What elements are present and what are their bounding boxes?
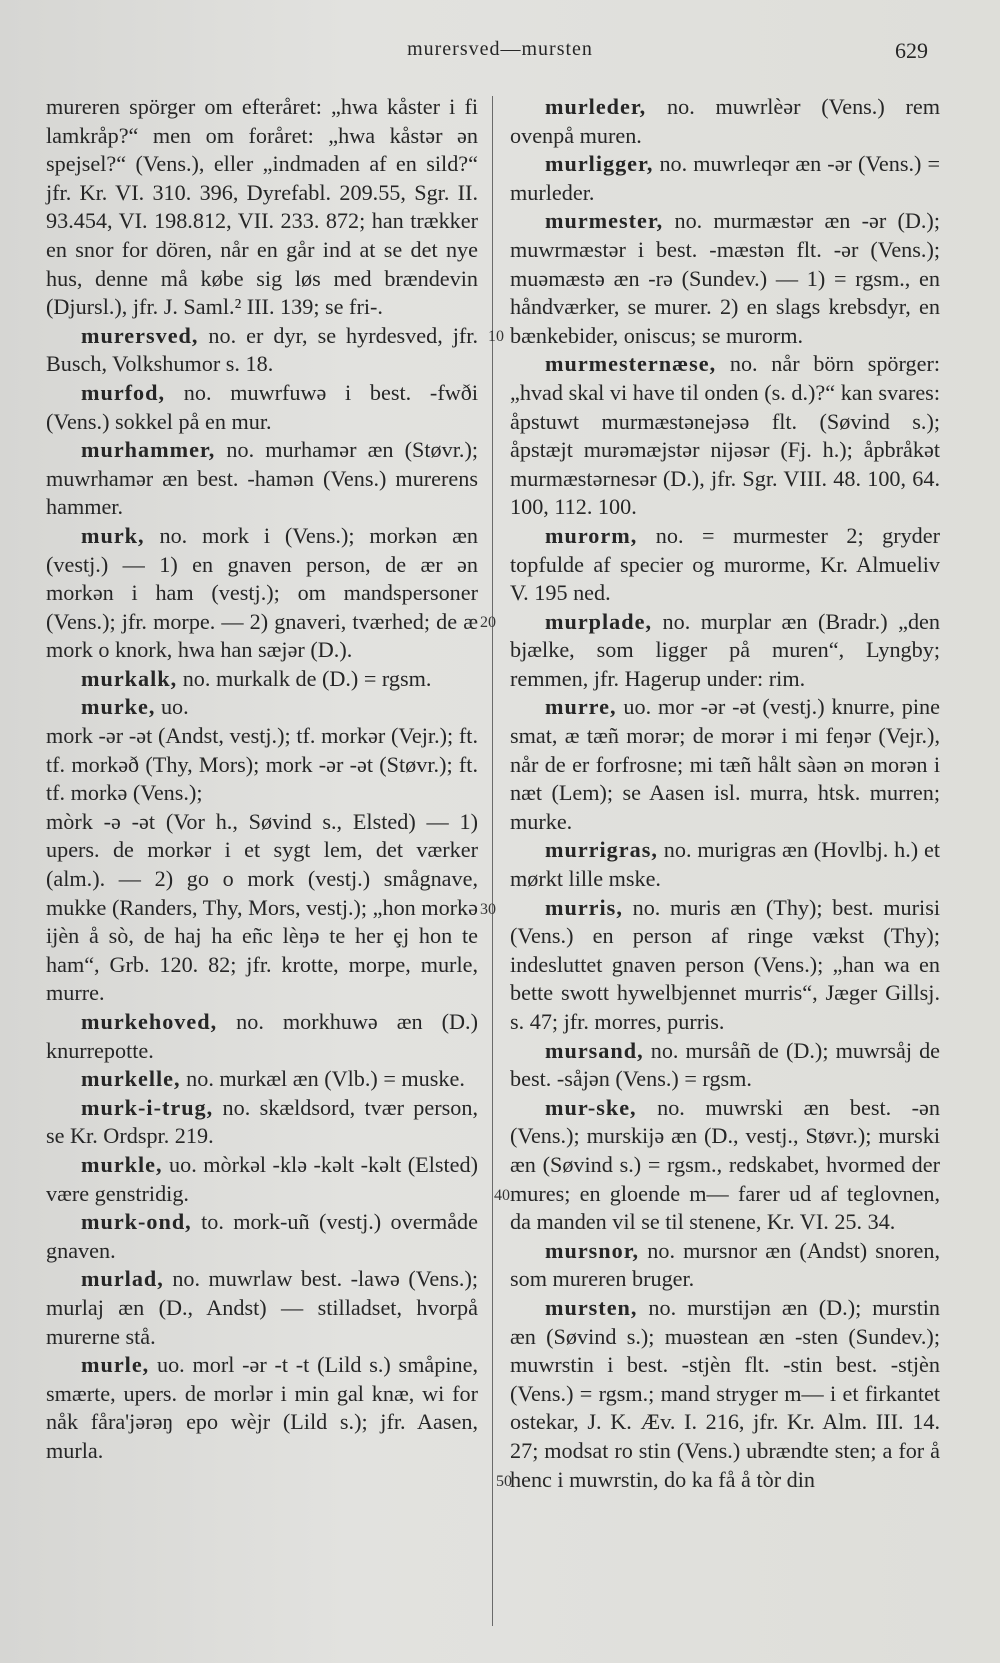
- dictionary-entry: [46, 1094, 478, 1151]
- dictionary-entry: [510, 1037, 940, 1094]
- dictionary-entry: [510, 894, 940, 1037]
- dictionary-entry: [510, 522, 940, 608]
- entry-text: no. når börn spörger: „hvad skal vi have til onden (s. d.)?“ kan svares: åpstuwt murmæstənejəsə flt. (Søvind s.); åpstæjt murəmæjstər nijəsər (Fj. h.); åpbråkət murmæstərnesər (D.), jfr. Sgr. VIII. 48. 100, 64. 100, 112. 100.: [510, 351, 941, 520]
- line-number: 30: [480, 901, 496, 918]
- entry-text: uo. morl -ər -t -t (Lild s.) småpine, smærte, upers. de morlər i min gal knæ, wi for nåk fåra'jərəŋ epo wèjr (Lild s.); jfr. Aasen, murla.: [46, 1352, 478, 1463]
- entry-text: no. muwrski æn best. -ən (Vens.); murskijə æn (D., vestj., Støvr.); murski æn (Søvind s.) = rgsm., redskabet, hvormed der mures; en gloende m— farer ud af teglovnen, da manden vil se til stenene, Kr. VI. 25. 34.: [510, 1094, 940, 1235]
- entry-text: to. mork-uñ (vestj.) overmåde gnaven.: [46, 1209, 478, 1263]
- dictionary-entry: [46, 322, 478, 379]
- dictionary-entry: [46, 93, 478, 322]
- entry-headword: murris,: [545, 894, 623, 920]
- dictionary-entry: [46, 1351, 478, 1465]
- dictionary-entry: [510, 93, 940, 150]
- dictionary-entry: [510, 350, 940, 522]
- dictionary-entry: [46, 1151, 478, 1208]
- line-number: 40: [494, 1187, 510, 1204]
- entry-text: no. = murmester 2; gryder topfulde af specier og murorme, Kr. Almueliv V. 195 ned.: [510, 522, 941, 606]
- entry-text: uo. mor -ər -ət (vestj.) knurre, pine smat, æ tæñ morər; de morər i mi feŋər (Vejr.), når de er forfrosne; mi tæñ hålt sàən ən morən i næt (Lem); se Aasen isl. murra, htsk. murren; murke.: [510, 694, 940, 834]
- entry-text: no. murstijən æn (D.); murstin æn (Søvind s.); muəstean æn -sten (Sundev.); muwrstin i best. -stjèn flt. -stin best. -stjèn (Vens.) = rgsm.; mand stryger m— i et firkantet ostekar, J. K. Æv. I. 216, jfr. Kr. Alm. III. 14. 27; modsat ro stin (Vens.) ubrændte sten; a for å henc i muwrstin, do ka få å tòr din: [510, 1294, 941, 1492]
- dictionary-entry: [46, 379, 478, 436]
- entry-headword: murleder,: [545, 94, 647, 119]
- entry-text: no. muwrfuwə i best. -fwði (Vens.) sokkel på en mur.: [46, 379, 478, 434]
- entry-headword: murmesternæse,: [545, 351, 717, 377]
- entry-text: no. murplar æn (Bradr.) „den bjælke, som ligger på muren“, Lyngby; remmen, jfr. Hagerup under: rim.: [510, 608, 940, 691]
- entry-headword: murorm,: [545, 522, 638, 548]
- dictionary-entry: [46, 665, 478, 694]
- entry-headword: mursand,: [545, 1037, 644, 1063]
- entry-headword: murkehoved,: [81, 1009, 218, 1034]
- entry-headword: murplade,: [545, 608, 653, 634]
- dictionary-entry: [510, 836, 940, 893]
- entry-headword: mur-ske,: [545, 1094, 637, 1120]
- entry-headword: murre,: [545, 694, 617, 720]
- left-column: [46, 93, 478, 1466]
- entry-headword: murkelle,: [81, 1066, 181, 1092]
- dictionary-entry: [510, 1094, 940, 1237]
- right-column: [510, 93, 940, 1494]
- entry-headword: murmester,: [545, 208, 664, 234]
- entry-text: uo. mòrkəl -klə -kəlt -kəlt (Elsted) være genstridig.: [46, 1151, 478, 1206]
- line-number: 50: [496, 1473, 512, 1490]
- running-header: murersved—mursten: [407, 38, 593, 60]
- dictionary-entry: [46, 722, 478, 808]
- entry-headword: murligger,: [545, 151, 654, 177]
- entry-text: no. murmæstər æn -ər (D.); muwrmæstər i best. -mæstən flt. -ər (Vens.); muəmæstə æn -rə (Sundev.) — 1) = rgsm., en håndværker, se murer. 2) en slags krebsdyr, en bænkebider, oniscus; se murorm.: [510, 208, 940, 348]
- dictionary-entry: [46, 1065, 478, 1094]
- entry-headword: murkle,: [81, 1151, 163, 1177]
- line-number: 20: [480, 614, 496, 631]
- entry-headword: murrigras,: [545, 837, 658, 863]
- entry-text: no. muwrleqər æn -ər (Vens.) = murleder.: [510, 151, 940, 205]
- entry-text: no. mursnor æn (Andst) snoren, som mureren bruger.: [510, 1237, 940, 1292]
- dictionary-entry: [510, 207, 940, 350]
- entry-headword: murle,: [81, 1352, 150, 1378]
- entry-headword: murhammer,: [81, 437, 216, 463]
- dictionary-entry: [510, 150, 940, 207]
- entry-text: mork -ər -ət (Andst, vestj.); tf. morkər (Vejr.); ft. tf. morkəð (Thy, Mors); mork -ər -ət (Støvr.); ft. tf. morkə (Vens.);: [46, 723, 478, 806]
- entry-headword: murlad,: [81, 1266, 164, 1292]
- dictionary-entry: [46, 436, 478, 522]
- entry-headword: murkalk,: [81, 665, 178, 691]
- entry-headword: murk-ond,: [81, 1209, 192, 1235]
- entry-headword: murk-i-trug,: [81, 1094, 214, 1120]
- dictionary-entry: [510, 1237, 940, 1294]
- entry-text: no. mork i (Vens.); morkən æn (vestj.) — 1) en gnaven person, de ær ən morkən i ham (vestj.); om mandspersoner (Vens.); jfr. morpe. — 2) gnaveri, tværhed; de æ mork o knork, hwa han sæjər (D.).: [46, 522, 479, 663]
- page-number: 629: [895, 38, 928, 63]
- entry-text: mureren spörger om efteråret: „hwa kåster i fi lamkråp?“ men om foråret: „hwa kåstər ən spejsel?“ (Vens.), eller „indmaden af en sild?“ jfr. Kr. VI. 310. 396, Dyrefabl. 209.55, Sgr. II. 93.454, VI. 198.812, VII. 233. 872; han trækker en snor for dören, når en går ind at se det nye hus, denne må købe sig løs med brændevin (Djursl.), jfr. J. Saml.² III. 139; se fri-.: [46, 94, 478, 320]
- entry-headword: murersved,: [81, 322, 199, 348]
- dictionary-entry: [46, 1008, 478, 1065]
- entry-headword: mursnor,: [545, 1237, 640, 1263]
- entry-headword: murke,: [81, 694, 156, 720]
- entry-text: no. morkhuwə æn (D.) knurrepotte.: [46, 1009, 478, 1063]
- entry-text: no. murigras æn (Hovlbj. h.) et mørkt lille mske.: [510, 837, 941, 892]
- entry-text: no. murkæl æn (Vlb.) = muske.: [186, 1066, 465, 1092]
- entry-text: mòrk -ə -ət (Vor h., Søvind s., Elsted) — 1) upers. de morkər i et sygt lem, det værker (alm.). — 2) go o mork (vestj.) smågnave, mukke (Randers, Thy, Mors, vestj.); „hon morkə ijèn å sò, de haj ha eñc lèŋə te her ȩj hon te ham“, Grb. 120. 82; jfr. krotte, morpe, murle, murre.: [46, 808, 478, 1006]
- dictionary-entry: [510, 693, 940, 836]
- entry-text: no. muwrlaw best. -lawə (Vens.); murlaj æn (D., Andst) — stilladset, hvorpå murerne stå.: [46, 1266, 478, 1349]
- entry-text: no. murkalk de (D.) = rgsm.: [182, 665, 432, 691]
- entry-headword: murfod,: [81, 379, 166, 405]
- entry-text: no. mursåñ de (D.); muwrsåj de best. -såjən (Vens.) = rgsm.: [510, 1037, 941, 1092]
- dictionary-entry: [46, 522, 478, 665]
- entry-text: no. murhamər æn (Støvr.); muwrhamər æn best. -hamən (Vens.) murerens hammer.: [46, 437, 478, 520]
- line-number: 10: [488, 328, 504, 345]
- entry-text: uo.: [160, 694, 189, 720]
- entry-text: no. muris æn (Thy); best. murisi (Vens.) en person af ringe vækst (Thy); indesluttet gnaven person (Vens.); „han wa en bette swott hywelbjennet murris“, Jæger Gillsj. s. 47; jfr. morres, purris.: [510, 894, 941, 1034]
- dictionary-entry: [510, 608, 940, 694]
- entry-text: no. skældsord, tvær person, se Kr. Ordspr. 219.: [46, 1094, 479, 1149]
- entry-headword: murk,: [81, 522, 145, 548]
- dictionary-entry: [46, 693, 478, 722]
- column-divider: [492, 96, 493, 1626]
- entry-text: no. er dyr, se hyrdesved, jfr. Busch, Volkshumor s. 18.: [46, 322, 479, 377]
- dictionary-entry: [46, 1208, 478, 1265]
- entry-text: no. muwrlèər (Vens.) rem ovenpå muren.: [510, 94, 940, 148]
- dictionary-entry: [510, 1294, 940, 1494]
- dictionary-entry: [46, 1265, 478, 1351]
- entry-headword: mursten,: [545, 1294, 638, 1320]
- dictionary-entry: [46, 808, 478, 1008]
